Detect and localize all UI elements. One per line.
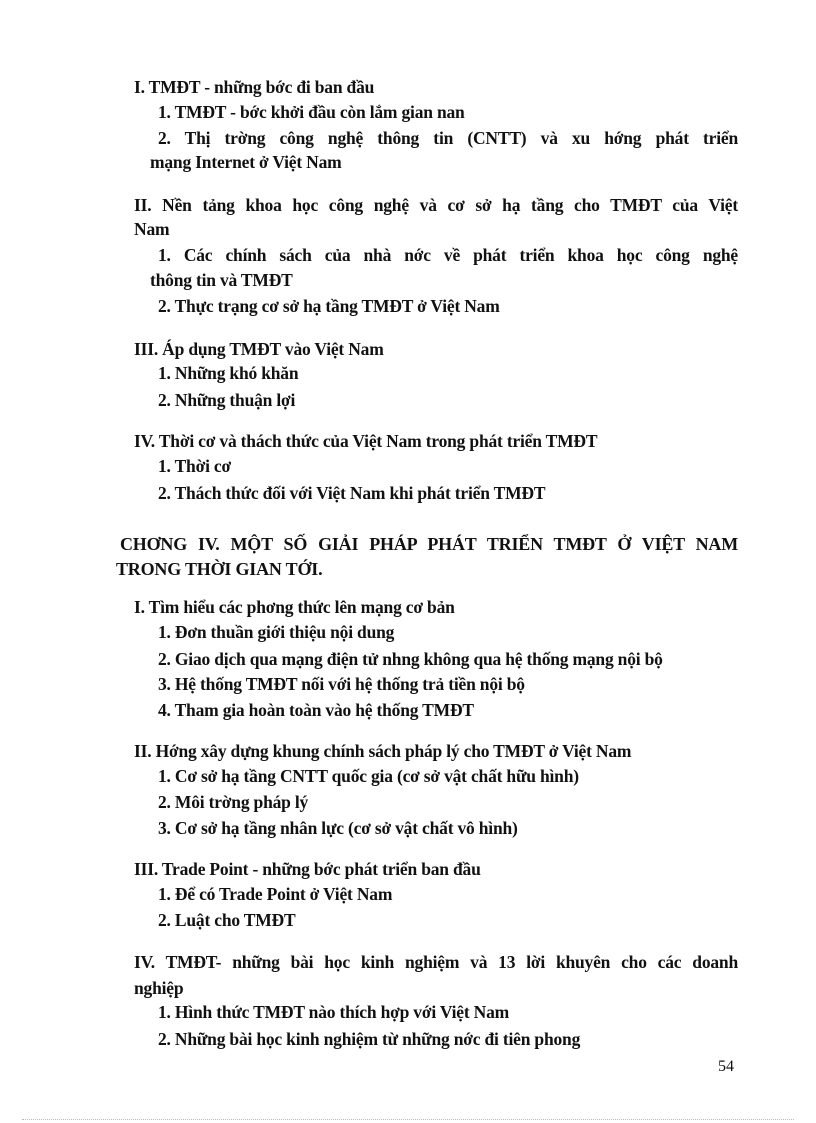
item-chapter-section-2-3: 3. Cơ sở hạ tầng nhân lực (cơ sở vật chất vô hình): [158, 818, 518, 838]
item-section-2-2: 2. Thực trạng cơ sở hạ tầng TMĐT ở Việt Nam: [158, 296, 500, 316]
item-section-3-1: 1. Những khó khăn: [158, 363, 299, 383]
item-chapter-section-3-2: 2. Luật cho TMĐT: [158, 910, 296, 930]
heading-chapter-section-1: I. Tìm hiểu các phơng thức lên mạng cơ bản: [134, 597, 455, 617]
heading-chapter-section-2: II. Hớng xây dựng khung chính sách pháp lý cho TMĐT ở Việt Nam: [134, 741, 632, 761]
item-chapter-section-2-2: 2. Môi trờng pháp lý: [158, 792, 309, 812]
item-section-1-2-cont: mạng Internet ở Việt Nam: [150, 152, 342, 172]
heading-section-1: I. TMĐT - những bớc đi ban đầu: [134, 77, 375, 97]
item-chapter-section-1-1: 1. Đơn thuần giới thiệu nội dung: [158, 622, 395, 642]
item-chapter-section-3-1: 1. Để có Trade Point ở Việt Nam: [158, 884, 393, 904]
item-chapter-section-1-3: 3. Hệ thống TMĐT nối với hệ thống trả tiền nội bộ: [158, 674, 525, 694]
heading-section-3: III. Áp dụng TMĐT vào Việt Nam: [134, 339, 384, 359]
heading-section-4: IV. Thời cơ và thách thức của Việt Nam trong phát triển TMĐT: [134, 431, 598, 451]
heading-section-2: II. Nền tảng khoa học công nghệ và cơ sở hạ tầng cho TMĐT của Việt: [134, 195, 738, 215]
item-section-4-2: 2. Thách thức đối với Việt Nam khi phát triển TMĐT: [158, 483, 546, 503]
item-chapter-section-4-2: 2. Những bài học kinh nghiệm từ những nớc đi tiên phong: [158, 1029, 581, 1049]
item-section-1-1: 1. TMĐT - bớc khởi đầu còn lắm gian nan: [158, 102, 465, 122]
heading-section-2-cont: Nam: [134, 219, 170, 239]
item-chapter-section-2-1: 1. Cơ sở hạ tầng CNTT quốc gia (cơ sở vật chất hữu hình): [158, 766, 579, 786]
footer-divider: [22, 1119, 794, 1120]
page-number: 54: [718, 1058, 734, 1075]
item-chapter-section-1-4: 4. Tham gia hoàn toàn vào hệ thống TMĐT: [158, 700, 474, 720]
item-section-4-1: 1. Thời cơ: [158, 456, 231, 476]
item-chapter-section-1-2: 2. Giao dịch qua mạng điện tử nhng không qua hệ thống mạng nội bộ: [158, 649, 663, 669]
item-section-3-2: 2. Những thuận lợi: [158, 390, 296, 410]
item-section-2-1-cont: thông tin và TMĐT: [150, 270, 293, 290]
item-section-1-2: 2. Thị trờng công nghệ thông tin (CNTT) và xu hớng phát triển: [158, 128, 738, 148]
heading-chapter-section-4: IV. TMĐT- những bài học kinh nghiệm và 13 lời khuyên cho các doanh: [134, 952, 738, 972]
heading-chapter-section-3: III. Trade Point - những bớc phát triển ban đầu: [134, 859, 481, 879]
item-chapter-section-4-1: 1. Hình thức TMĐT nào thích hợp với Việt Nam: [158, 1002, 510, 1022]
chapter-heading: CHƠNG IV. MỘT SỐ GIẢI PHÁP PHÁT TRIỂN TMĐT Ở VIỆT NAM: [120, 534, 738, 554]
heading-chapter-section-4-cont: nghiệp: [134, 978, 184, 998]
item-section-2-1: 1. Các chính sách của nhà nớc về phát triển khoa học công nghệ: [158, 245, 738, 265]
chapter-heading-cont: TRONG THỜI GIAN TỚI.: [116, 559, 323, 579]
